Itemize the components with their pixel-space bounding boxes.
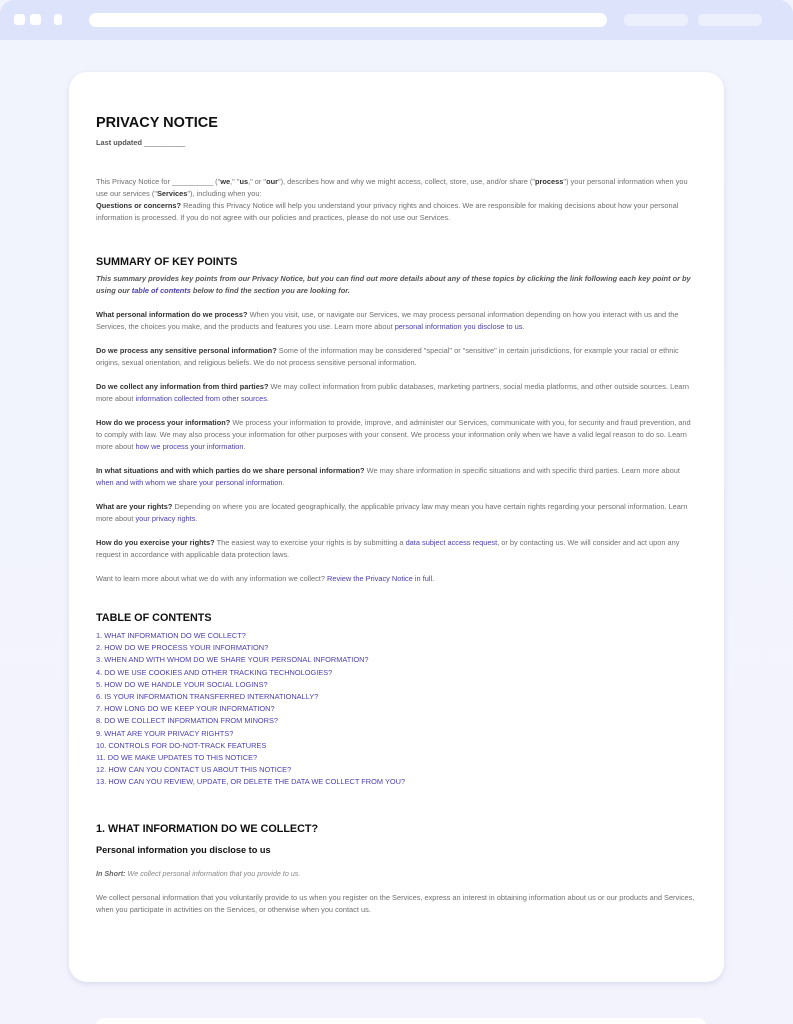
in-short: In Short: We collect personal information that you provide to us. (96, 868, 301, 878)
toc-item[interactable]: 8. DO WE COLLECT INFORMATION FROM MINORS? (96, 716, 279, 726)
document-card (69, 72, 724, 982)
key-point-link[interactable]: data subject access request (405, 538, 498, 547)
summary-outro: Want to learn more about what we do with any information we collect? Review the Privacy Notice in full. (96, 574, 435, 583)
toc-item[interactable]: 3. WHEN AND WITH WHOM DO WE SHARE YOUR PERSONAL INFORMATION? (96, 655, 369, 665)
next-card-edge (96, 1018, 706, 1024)
toc-item[interactable]: 13. HOW CAN YOU REVIEW, UPDATE, OR DELETE THE DATA WE COLLECT FROM YOU? (96, 777, 406, 787)
toc-item[interactable]: 2. HOW DO WE PROCESS YOUR INFORMATION? (96, 643, 269, 653)
section-1-subheading: Personal information you disclose to us (96, 844, 271, 855)
key-point: What are your rights? Depending on where you are located geographically, the applicable privacy law may mean you have certain rights regarding your personal information. Learn more about your privacy rights. (96, 502, 688, 523)
toolbar-button[interactable] (698, 14, 762, 26)
key-point: How do you exercise your rights? The easiest way to exercise your rights is by submitting a data subject access request, or by contacting us. We will consider and act upon any request in accordance with applicable data protection laws. (96, 538, 680, 559)
table-of-contents (96, 630, 697, 789)
browser-toolbar (0, 0, 793, 40)
toolbar-button[interactable] (624, 14, 688, 26)
toc-item[interactable]: 10. CONTROLS FOR DO-NOT-TRACK FEATURES (96, 740, 267, 750)
window-control-icon[interactable] (54, 14, 62, 25)
key-point: Do we collect any information from third parties? We may collect information from public databases, marketing partners, social media platforms, and other outside sources. Learn more about information collected from other sources. (96, 382, 689, 403)
toc-item[interactable]: 1. WHAT INFORMATION DO WE COLLECT? (96, 631, 246, 640)
section-1-heading: 1. WHAT INFORMATION DO WE COLLECT? (96, 822, 319, 835)
toc-item[interactable]: 11. DO WE MAKE UPDATES TO THIS NOTICE? (96, 753, 258, 763)
window-control-icon[interactable] (30, 14, 41, 25)
key-point: Do we process any sensitive personal information? Some of the information may be considered "special" or "sensitive" in certain jurisdictions, for example your racial or ethnic origins, sexual orientation, and religious beliefs. We do not process sensitive personal information. (96, 346, 679, 367)
page-title: PRIVACY NOTICE (96, 115, 218, 131)
key-point: How do we process your information? We process your information to provide, improve, and administer our Services, communicate with you, for security and fraud prevention, and to comply with law. We may also process your information for other purposes with your consent. We process your information only when we have a valid legal reason to do so. Learn more about how we process your information. (96, 418, 691, 451)
toc-item[interactable]: 7. HOW LONG DO WE KEEP YOUR INFORMATION? (96, 704, 275, 714)
last-updated (96, 137, 697, 149)
intro-paragraph: This Privacy Notice for __________ ("we," "us," or "our"), describes how and why we might access, collect, store, use, and/or share ("process") your personal information when you use our services ("Services"), including when you: (96, 177, 688, 198)
summary-intro: This summary provides key points from our Privacy Notice, but you can find out more details about any of these topics by clicking the link following each key point or by using our table of contents below to find the section you are looking for. (96, 274, 691, 295)
toc-heading: TABLE OF CONTENTS (96, 612, 212, 624)
toc-item[interactable]: 9. WHAT ARE YOUR PRIVACY RIGHTS? (96, 728, 234, 738)
questions-paragraph: Questions or concerns? Reading this Privacy Notice will help you understand your privacy rights and choices. We are responsible for making decisions about how your personal information is processed. If you do not agree with our policies and practices, please do not use our Services. (96, 201, 679, 222)
key-point-link[interactable]: your privacy rights (135, 514, 196, 523)
last-updated-label: Last updated (96, 138, 142, 147)
summary-heading: SUMMARY OF KEY POINTS (96, 256, 238, 268)
toc-item[interactable]: 5. HOW DO WE HANDLE YOUR SOCIAL LOGINS? (96, 679, 268, 689)
window-control-icon[interactable] (14, 14, 25, 25)
key-point: In what situations and with which parties do we share personal information? We may share information in specific situations and with specific third parties. Learn more about when and with whom we share your personal information. (96, 466, 680, 487)
toc-item[interactable]: 12. HOW CAN YOU CONTACT US ABOUT THIS NOTICE? (96, 765, 292, 775)
toc-item[interactable]: 6. IS YOUR INFORMATION TRANSFERRED INTERNATIONALLY? (96, 692, 319, 702)
section-1-body: We collect personal information that you voluntarily provide to us when you register on the Services, express an interest in obtaining information about us or our products and Services, when you participate in activities on the Services, or otherwise when you contact us. (96, 892, 695, 914)
key-point-link[interactable]: information collected from other sources (135, 394, 267, 403)
address-bar[interactable] (89, 13, 607, 27)
toc-item[interactable]: 4. DO WE USE COOKIES AND OTHER TRACKING TECHNOLOGIES? (96, 667, 333, 677)
last-updated-value: __________ (144, 138, 186, 147)
key-point-link[interactable]: when and with whom we share your personal information (96, 478, 283, 487)
table-of-contents-link[interactable]: table of contents (131, 286, 191, 295)
key-point-link[interactable]: personal information you disclose to us (394, 322, 523, 331)
key-point-link[interactable]: how we process your information (135, 442, 244, 451)
key-point: What personal information do we process? When you visit, use, or navigate our Services, we may process personal information depending on how you interact with us and the Services, the choices you make, and the products and features you use. Learn more about personal information you disclose to us. (96, 310, 679, 331)
review-full-notice-link[interactable]: Review the Privacy Notice in full. (327, 574, 435, 583)
